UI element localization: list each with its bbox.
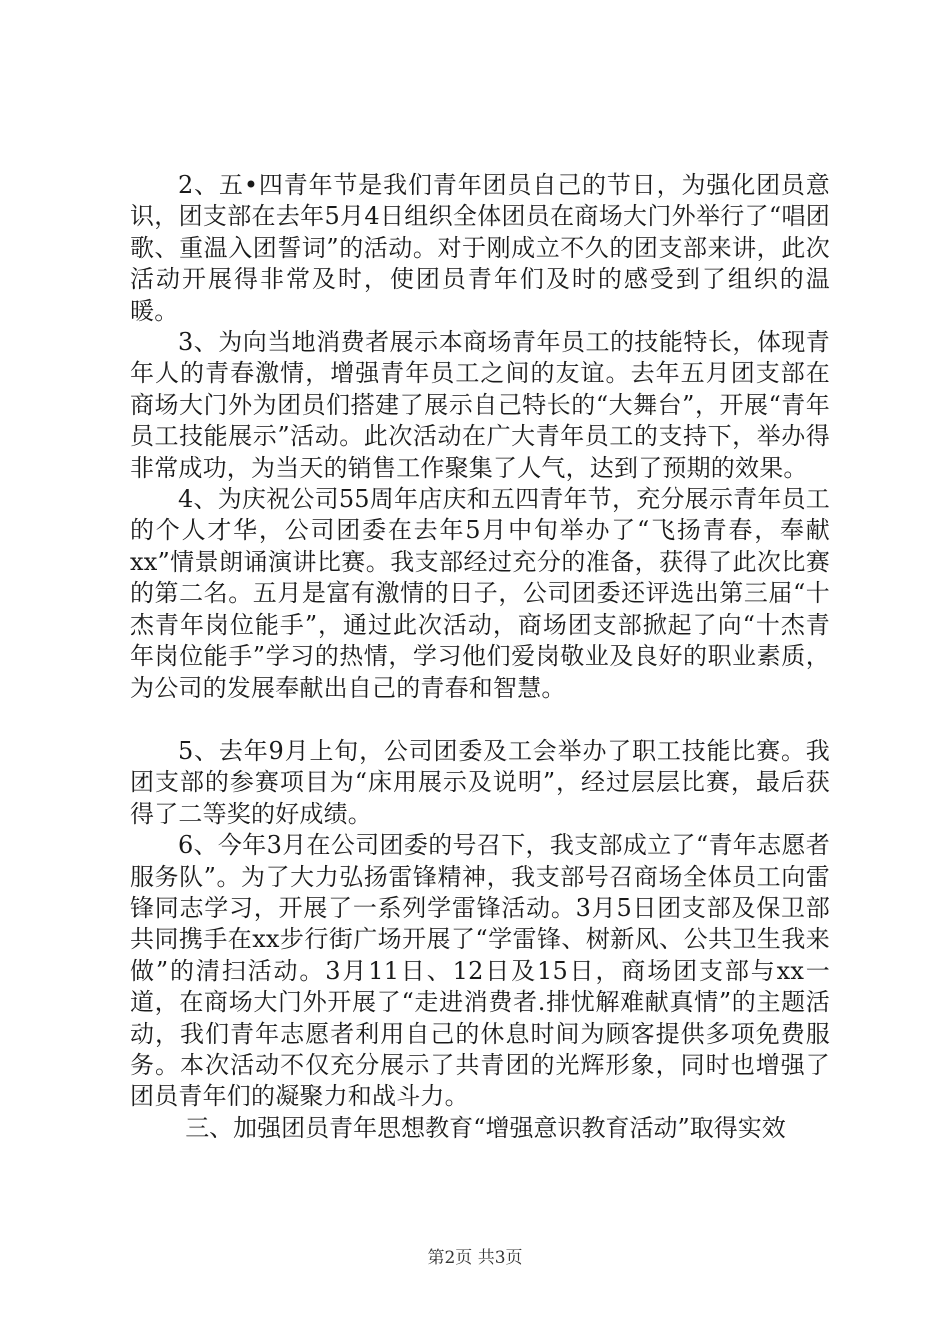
paragraph-item-3: 3、为向当地消费者展示本商场青年员工的技能特长，体现青年人的青春激情，增强青年员工之间的友谊。去年五月团支部在商场大门外为团员们搭建了展示自己特长的“大舞台”，开展“青年员工技能展示”活动。此次活动在广大青年员工的支持下，举办得非常成功，为当天的销售工作聚集了人气，达到了预期的效果。 [130, 328, 830, 482]
paragraph-item-4: 4、为庆祝公司55周年店庆和五四青年节，充分展示青年员工的个人才华，公司团委在去年5月中旬举办了“飞扬青春，奉献xx”情景朗诵演讲比赛。我支部经过充分的准备，获得了此次比赛的第二名。五月是富有激情的日子，公司团委还评选出第三届“十杰青年岗位能手”，通过此次活动，商场团支部掀起了向“十杰青年岗位能手”学习的热情，学习他们爱岗敬业及良好的职业素质，为公司的发展奉献出自己的青春和智慧。 [130, 485, 830, 702]
page-number-footer: 第2页 共3页 [427, 1248, 523, 1268]
paragraph-item-6: 6、今年3月在公司团委的号召下，我支部成立了“青年志愿者服务队”。为了大力弘扬雷锋精神，我支部号召商场全体员工向雷锋同志学习，开展了一系列学雷锋活动。3月5日团支部及保卫部共同携手在xx步行街广场开展了“学雷锋、树新风、公共卫生我来做”的清扫活动。3月11日、12日及15日，商场团支部与xx一道，在商场大门外开展了“走进消费者.排忧解难献真情”的主题活动，我们青年志愿者利用自己的休息时间为顾客提供多项免费服务。本次活动不仅充分展示了共青团的光辉形象，同时也增强了团员青年们的凝聚力和战斗力。 [130, 831, 830, 1111]
section-heading: 三、加强团员青年思想教育“增强意识教育活动”取得实效 [185, 1113, 786, 1142]
paragraph-item-5: 5、去年9月上旬，公司团委及工会举办了职工技能比赛。我团支部的参赛项目为“床用展示及说明”，经过层层比赛，最后获得了二等奖的好成绩。 [130, 736, 830, 828]
document-body [130, 170, 830, 1144]
paragraph-item-2: 2、五•四青年节是我们青年团员自己的节日，为强化团员意识，团支部在去年5月4日组织全体团员在商场大门外举行了“唱团歌、重温入团誓词”的活动。对于刚成立不久的团支部来讲，此次活动开展得非常及时，使团员青年们及时的感受到了组织的温暖。 [130, 171, 830, 325]
